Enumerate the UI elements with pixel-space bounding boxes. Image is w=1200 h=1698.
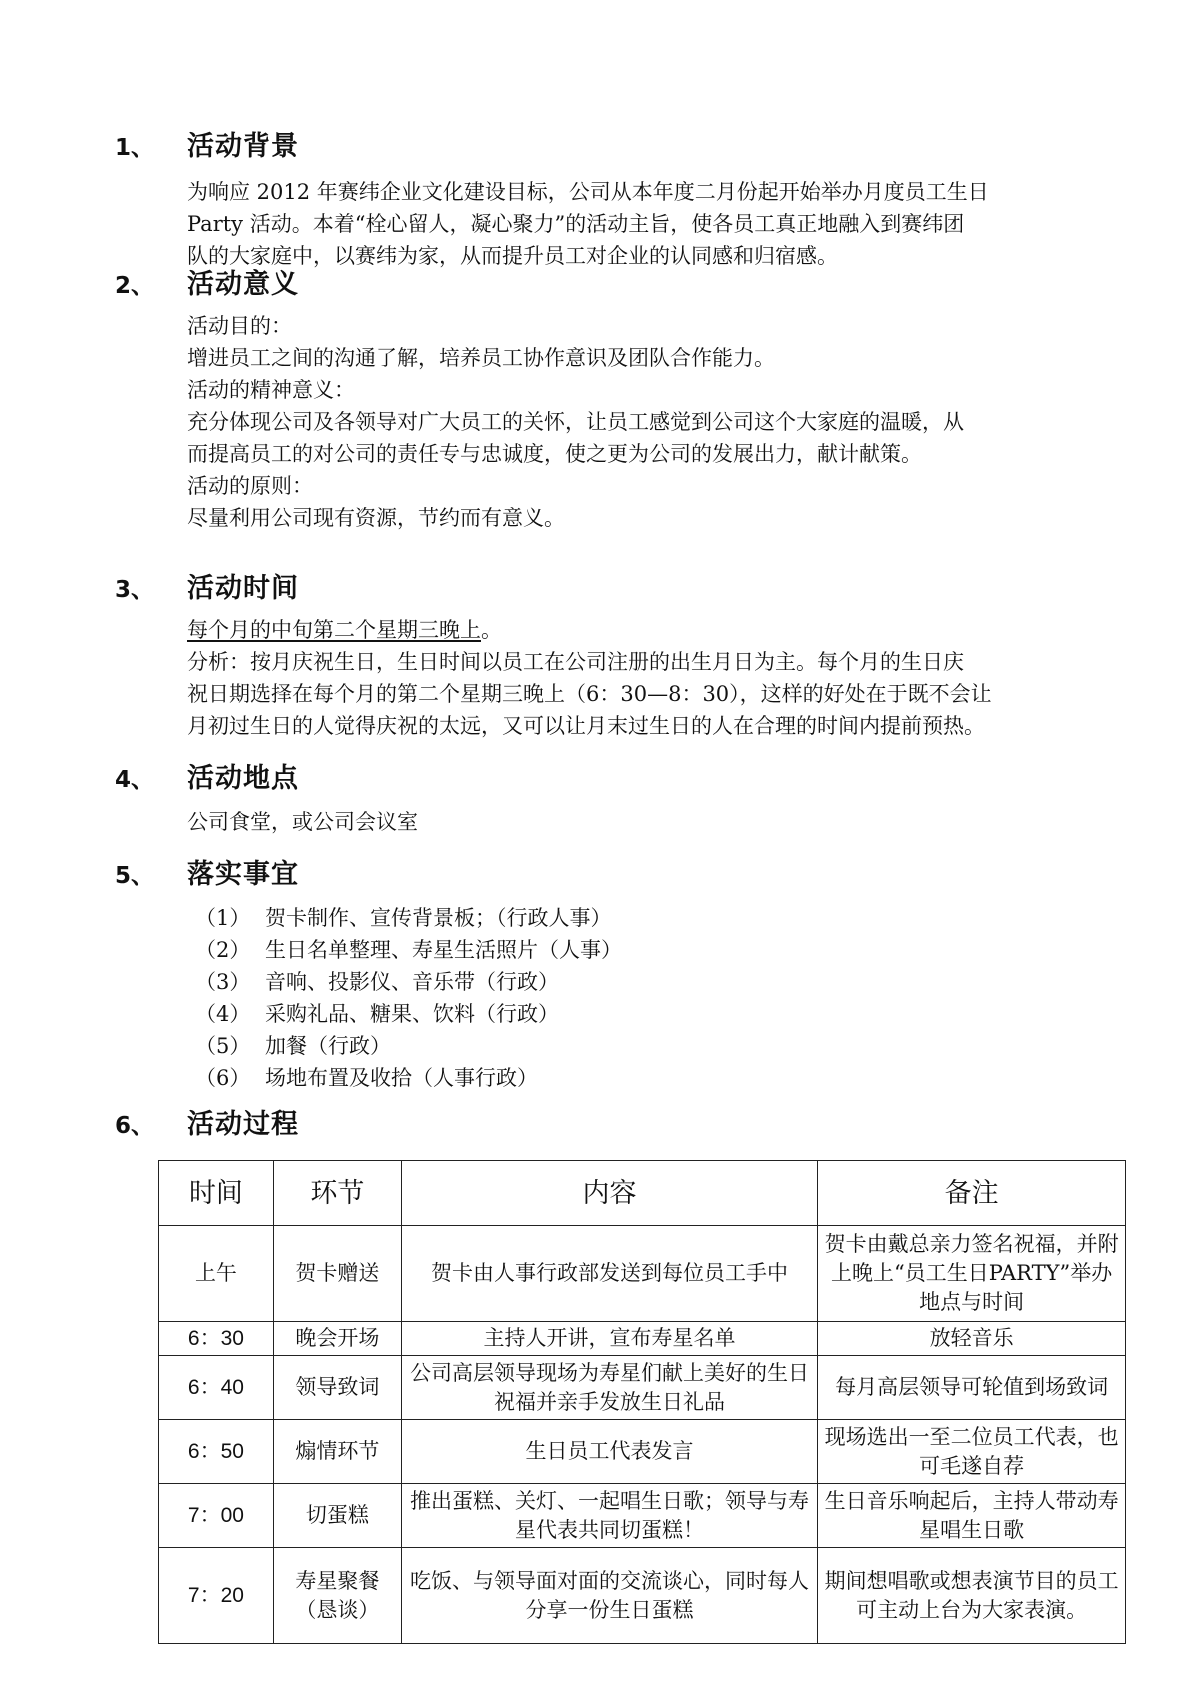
cell-content: 生日员工代表发言 xyxy=(401,1420,817,1484)
section-title: 活动过程 xyxy=(187,1109,299,1140)
cell-note: 每月高层领导可轮值到场致词 xyxy=(818,1356,1126,1420)
paragraph-line: 活动的原则： xyxy=(187,474,313,498)
paragraph-line: 活动的精神意义： xyxy=(187,378,355,402)
section-number: 1、 xyxy=(115,135,155,161)
table-row xyxy=(159,1484,1126,1548)
paragraph-line: Party 活动。本着“栓心留人，凝心聚力”的活动主旨，使各员工真正地融入到赛纬团 xyxy=(187,212,965,236)
cell-content: 吃饭、与领导面对面的交流谈心，同时每人分享一份生日蛋糕 xyxy=(401,1548,817,1644)
cell-time: 6：50 xyxy=(159,1420,274,1484)
header-stage: 环节 xyxy=(273,1161,401,1226)
table-row xyxy=(159,1420,1126,1484)
section-number: 6、 xyxy=(115,1113,155,1139)
cell-time: 6：30 xyxy=(159,1322,274,1356)
header-content: 内容 xyxy=(401,1161,817,1226)
section-title: 活动意义 xyxy=(187,269,299,300)
cell-content: 推出蛋糕、关灯、一起唱生日歌；领导与寿星代表共同切蛋糕！ xyxy=(401,1484,817,1548)
cell-time: 6：40 xyxy=(159,1356,274,1420)
paragraph-line: 而提高员工的对公司的责任专与忠诚度，使之更为公司的发展出力，献计献策。 xyxy=(187,442,922,466)
section-title: 落实事宜 xyxy=(187,859,299,890)
table-row xyxy=(159,1322,1126,1356)
table-row xyxy=(159,1226,1126,1322)
cell-content: 贺卡由人事行政部发送到每位员工手中 xyxy=(401,1226,817,1322)
paragraph-line: 分析：按月庆祝生日，生日时间以员工在公司注册的出生月日为主。每个月的生日庆 xyxy=(187,650,964,674)
paragraph-line: 尽量利用公司现有资源，节约而有意义。 xyxy=(187,506,565,530)
paragraph-line: 队的大家庭中，以赛纬为家，从而提升员工对企业的认同感和归宿感。 xyxy=(187,244,838,268)
table-header-row xyxy=(159,1161,1126,1226)
paragraph-line: 充分体现公司及各领导对广大员工的关怀，让员工感觉到公司这个大家庭的温暖，从 xyxy=(187,410,964,434)
section-time xyxy=(115,566,1095,742)
cell-stage: 切蛋糕 xyxy=(273,1484,401,1548)
list-item: （4） 采购礼品、糖果、饮料（行政） xyxy=(195,1002,559,1026)
time-statement xyxy=(187,614,1095,646)
section-number: 2、 xyxy=(115,273,155,299)
cell-note: 放轻音乐 xyxy=(818,1322,1126,1356)
cell-stage: 晚会开场 xyxy=(273,1322,401,1356)
cell-time: 上午 xyxy=(159,1226,274,1322)
cell-content: 公司高层领导现场为寿星们献上美好的生日祝福并亲手发放生日礼品 xyxy=(401,1356,817,1420)
underlined-time: 每个月的中旬第二个星期三晚上 xyxy=(187,618,481,642)
cell-note: 贺卡由戴总亲力签名祝福，并附上晚上“员工生日PARTY”举办地点与时间 xyxy=(818,1226,1126,1322)
list-item: （1） 贺卡制作、宣传背景板；（行政人事） xyxy=(195,906,612,930)
cell-note: 生日音乐响起后，主持人带动寿星唱生日歌 xyxy=(818,1484,1126,1548)
list-item: （3） 音响、投影仪、音乐带（行政） xyxy=(195,970,559,994)
section-location xyxy=(115,756,1095,838)
paragraph-line: 公司食堂，或公司会议室 xyxy=(187,810,418,834)
section-title: 活动背景 xyxy=(187,131,299,162)
section-process xyxy=(115,1102,1095,1146)
list-item: （6） 场地布置及收拾（人事行政） xyxy=(195,1066,538,1090)
paragraph-line: 祝日期选择在每个月的第二个星期三晚上（6：30—8：30），这样的好处在于既不会让 xyxy=(187,682,992,706)
section-number: 5、 xyxy=(115,863,155,889)
cell-content: 主持人开讲，宣布寿星名单 xyxy=(401,1322,817,1356)
list-item: （5） 加餐（行政） xyxy=(195,1034,391,1058)
cell-stage: 煽情环节 xyxy=(273,1420,401,1484)
paragraph-line: 为响应 2012 年赛纬企业文化建设目标，公司从本年度二月份起开始举办月度员工生日 xyxy=(187,180,989,204)
cell-note: 现场选出一至二位员工代表，也可毛遂自荐 xyxy=(818,1420,1126,1484)
section-title: 活动时间 xyxy=(187,573,299,604)
header-time: 时间 xyxy=(159,1161,274,1226)
cell-note: 期间想唱歌或想表演节目的员工可主动上台为大家表演。 xyxy=(818,1548,1126,1644)
cell-stage: 领导致词 xyxy=(273,1356,401,1420)
section-title: 活动地点 xyxy=(187,763,299,794)
list-item: （2） 生日名单整理、寿星生活照片（人事） xyxy=(195,938,622,962)
section-number: 4、 xyxy=(115,767,155,793)
section-meaning xyxy=(115,262,1095,534)
process-table xyxy=(158,1160,1126,1644)
paragraph-line: 月初过生日的人觉得庆祝的太远，又可以让月末过生日的人在合理的时间内提前预热。 xyxy=(187,714,985,738)
cell-stage: 贺卡赠送 xyxy=(273,1226,401,1322)
cell-time: 7：00 xyxy=(159,1484,274,1548)
cell-time: 7：20 xyxy=(159,1548,274,1644)
cell-stage: 寿星聚餐（恳谈） xyxy=(273,1548,401,1644)
paragraph-line: 增进员工之间的沟通了解，培养员工协作意识及团队合作能力。 xyxy=(187,346,775,370)
section-background xyxy=(115,124,1095,272)
table-row xyxy=(159,1356,1126,1420)
paragraph-line: 活动目的： xyxy=(187,314,292,338)
header-note: 备注 xyxy=(818,1161,1126,1226)
section-tasks xyxy=(115,852,1095,1094)
section-number: 3、 xyxy=(115,577,155,603)
time-statement-tail: 。 xyxy=(481,618,502,642)
table-row xyxy=(159,1548,1126,1644)
